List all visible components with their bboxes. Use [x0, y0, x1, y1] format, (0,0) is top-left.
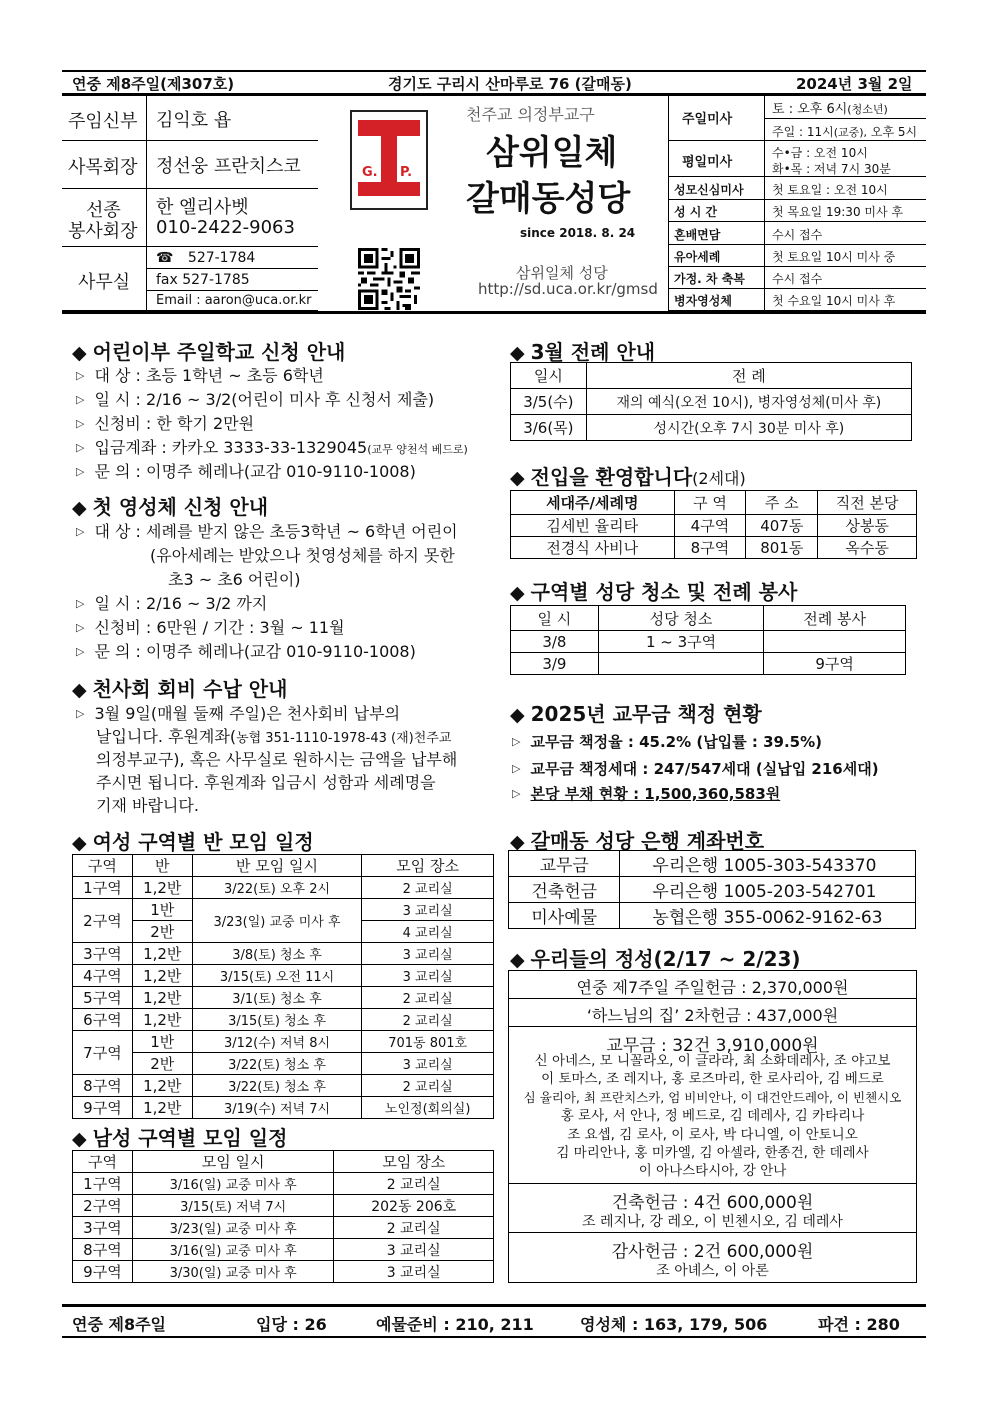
table-header: 반: [132, 855, 192, 877]
site-name: 삼위일체 성당: [516, 264, 608, 282]
footer-communion: 영성체 : 163, 179, 506: [580, 1315, 768, 1334]
thanks-offering: 감사헌금 : 2건 600,000원: [611, 1242, 814, 1262]
cleaning-table: [510, 605, 906, 675]
church-name-2: 갈매동성당: [466, 179, 631, 219]
logo-letters-g: G.: [362, 165, 378, 180]
table-row: 3/6(목) 성시간(오후 7시 30분 미사 후): [511, 415, 912, 441]
bullet-icon: ▷: [76, 393, 85, 406]
issue-label: 연중 제8주일(제307호): [72, 75, 235, 93]
sunday-school-contact: 문 의 : 이명주 헤레나(교감 010-9110-1008): [94, 462, 416, 481]
office-fax: fax 527-1785: [156, 272, 250, 288]
home-blessing-label: 가정. 차 축복: [674, 272, 745, 286]
first-communion-target-3: 초3 ~ 초6 어린이): [168, 570, 301, 589]
angel-line-2b: 농협 351-1110-1978-43 (재)천주교: [236, 731, 452, 746]
table-row: 3구역 1,2반 3/8(토) 청소 후 3 교리실: [73, 943, 494, 965]
offerings-title: ◆ 우리들의 정성(2/17 ~ 2/23): [510, 947, 801, 971]
infant-baptism: 첫 토요일 10시 미사 중: [772, 250, 896, 264]
table-header: 모임 장소: [362, 855, 494, 877]
table-header: 전례 봉사: [764, 606, 906, 631]
table-row: 1구역 1,2반 3/22(토) 오후 2시 2 교리실: [73, 877, 494, 899]
table-row: 4구역 1,2반 3/15(토) 오전 11시 3 교리실: [73, 965, 494, 987]
weekday-mass-label: 평일미사: [682, 155, 733, 170]
table-header: 모임 일시: [132, 1151, 334, 1173]
weekday-mass-tt: 화•목 : 저녁 7시 30분: [772, 162, 891, 176]
table-header: 직전 본당: [818, 491, 917, 515]
dues-names: 이 아나스타시아, 강 안나: [638, 1163, 787, 1180]
table-row: 미사예물 농협은행 355-0062-9162-63: [509, 903, 916, 929]
building-offering: 건축헌금 : 4건 600,000원: [611, 1193, 814, 1213]
table-header: 구역: [73, 1151, 133, 1173]
bullet-icon: ▷: [76, 645, 85, 658]
home-blessing: 수시 접수: [772, 272, 823, 286]
bullet-icon: ▷: [76, 707, 85, 720]
table-header: 주 소: [746, 491, 818, 515]
bank-title: ◆ 갈매동 성당 은행 계좌번호: [510, 829, 765, 853]
sunday-school-target: 대 상 : 초등 1학년 ~ 초등 6학년: [94, 366, 324, 385]
sunday-school-title: ◆ 어린이부 주일학교 신청 안내: [72, 340, 346, 364]
thanks-names: 조 아녜스, 이 아론: [656, 1263, 769, 1279]
address: 경기도 구리시 산마루로 76 (갈매동): [388, 75, 632, 93]
office-label: 사무실: [78, 272, 131, 293]
men-title: ◆ 남성 구역별 모임 일정: [72, 1126, 288, 1150]
bullet-icon: ▷: [76, 525, 85, 538]
office-email: Email : aaron@uca.or.kr: [156, 293, 312, 308]
website-link[interactable]: http://sd.uca.or.kr/gmsd: [478, 280, 658, 298]
since: since 2018. 8. 24: [520, 226, 636, 240]
table-row: 건축헌금 우리은행 1005-203-542701: [509, 877, 916, 903]
diamond-icon: ◆: [72, 679, 87, 701]
footer-dismissal: 파견 : 280: [818, 1315, 900, 1334]
welcome-table: [510, 490, 917, 559]
marian-mass: 첫 토요일 : 오전 10시: [772, 183, 888, 197]
marian-mass-label: 성모신심미사: [674, 183, 744, 197]
table-row: 3구역 3/23(일) 교중 미사 후 2 교리실: [73, 1217, 494, 1239]
holy-hour-label: 성 시 간: [674, 205, 718, 219]
table-row: 3/9 9구역: [511, 653, 906, 675]
sick-communion: 첫 수요일 10시 미사 후: [772, 294, 896, 308]
women-title: ◆ 여성 구역별 반 모임 일정: [72, 830, 314, 854]
table-header: 반 모임 일시: [192, 855, 362, 877]
sunday-school-account: 입금계좌 : 카카오 3333-33-1329045: [94, 438, 368, 457]
dues-names: 심 율리아, 최 프란치스카, 엄 비비안나, 이 대건안드레아, 이 빈첸시오: [523, 1089, 902, 1105]
bullet-icon: ▷: [512, 762, 521, 775]
bullet-icon: ▷: [76, 621, 85, 634]
saturday-mass-note: (청소년): [847, 103, 888, 116]
liturgy-title: ◆ 3월 전례 안내: [510, 340, 656, 364]
diamond-icon: ◆: [510, 342, 525, 364]
logo-letters-p: P.: [400, 165, 413, 180]
holy-hour: 첫 목요일 19:30 미사 후: [772, 205, 903, 219]
infant-baptism-label: 유아세례: [674, 250, 721, 264]
welcome-title: ◆ 전입을 환영합니다(2세대): [510, 465, 746, 489]
sunday-mass-note: (교중),: [833, 126, 868, 139]
table-row: 3/5(수) 재의 예식(오전 10시), 병자영성체(미사 후): [511, 389, 912, 415]
staff-block: [62, 96, 318, 311]
table-header: 구역: [73, 855, 133, 877]
diamond-icon: ◆: [510, 582, 525, 604]
table-header: 모임 장소: [334, 1151, 494, 1173]
table-row: 9구역 1,2반 3/19(수) 저녁 7시 노인정(회의실): [73, 1097, 494, 1119]
bullet-icon: ▷: [76, 465, 85, 478]
church-name-1: 삼위일체: [486, 133, 618, 173]
angel-title: ◆ 천사회 회비 수납 안내: [72, 677, 288, 701]
bank-table: [508, 850, 916, 929]
council-label: 사목회장: [68, 157, 138, 178]
dues-rate: 교무금 책정율 : 45.2% (납입률 : 39.5%): [530, 733, 822, 751]
angel-line-5: 기재 바랍니다.: [96, 796, 199, 815]
bullet-icon: ▷: [512, 735, 521, 748]
issue-date: 2024년 3월 2일: [796, 75, 913, 93]
office-phone: 527-1784: [187, 250, 256, 266]
cleaning-title: ◆ 구역별 성당 청소 및 전례 봉사: [510, 580, 798, 604]
first-communion-contact: 문 의 : 이명주 헤레나(교감 010-9110-1008): [94, 642, 416, 661]
sunday-mass-label: 주일미사: [682, 112, 733, 127]
dues-names: 신 아네스, 모 니꼴라오, 이 글라라, 최 소화데레사, 조 야고보: [534, 1053, 891, 1069]
first-communion-title: ◆ 첫 영성체 신청 안내: [72, 495, 269, 519]
first-communion-target-2: (유아세례는 받았으나 첫영성체를 하지 못한: [150, 546, 455, 565]
table-row: 2반 3/22(토) 청소 후 3 교리실: [73, 1053, 494, 1075]
sunday-mass: 주일 : 11시: [772, 125, 834, 139]
diamond-icon: ◆: [510, 949, 525, 971]
table-row: 9구역 3/30(일) 교중 미사 후 3 교리실: [73, 1261, 494, 1283]
bullet-icon: ▷: [76, 369, 85, 382]
table-row: 5구역 1,2반 3/1(토) 청소 후 2 교리실: [73, 987, 494, 1009]
table-row: 2구역 1반 3/23(일) 교중 미사 후 3 교리실: [73, 899, 494, 921]
angel-line-1: 3월 9일(매월 둘째 주일)은 천사회비 납부의: [94, 704, 401, 723]
women-table: [72, 854, 494, 1119]
footer-week: 연중 제8주일: [72, 1315, 166, 1334]
dues-names: 홍 로사, 서 안나, 정 베드로, 김 데레사, 김 카타리나: [560, 1108, 865, 1125]
first-communion-fee: 신청비 : 6만원 / 기간 : 3월 ~ 11월: [94, 618, 345, 637]
diamond-icon: ◆: [510, 467, 525, 489]
table-row: 2구역 3/15(토) 저녁 7시 202동 206호: [73, 1195, 494, 1217]
offerings-box: [508, 970, 917, 1283]
marriage-label: 혼배면담: [674, 228, 721, 242]
footer-gifts: 예물준비 : 210, 211: [376, 1315, 534, 1334]
bullet-icon: ▷: [76, 441, 85, 454]
service-label-1: 선종: [86, 200, 121, 221]
table-row: 6구역 1,2반 3/15(토) 청소 후 2 교리실: [73, 1009, 494, 1031]
diamond-icon: ◆: [72, 497, 87, 519]
table-row: 7구역 1반 3/12(수) 저녁 8시 701동 801호: [73, 1031, 494, 1053]
bullet-icon: ▷: [76, 417, 85, 430]
table-header: 구 역: [674, 491, 746, 515]
table-header: 성당 청소: [598, 606, 764, 631]
table-header: 전 례: [586, 363, 911, 389]
table-row: 8구역 3/16(일) 교중 미사 후 3 교리실: [73, 1239, 494, 1261]
table-header: 세대주/세례명: [511, 491, 675, 515]
pastor-label: 주임신부: [68, 111, 138, 132]
table-row: 3/8 1 ~ 3구역: [511, 631, 906, 653]
first-communion-date: 일 시 : 2/16 ~ 3/2 까지: [94, 594, 268, 613]
diamond-icon: ◆: [510, 831, 525, 853]
qr-code[interactable]: [358, 248, 420, 310]
diamond-icon: ◆: [72, 342, 87, 364]
angel-line-3: 의정부교구), 혹은 사무실로 원하시는 금액을 납부해: [96, 750, 458, 769]
diamond-icon: ◆: [72, 832, 87, 854]
saturday-mass: 토 : 오후 6시: [772, 102, 848, 117]
sunday-school-date: 일 시 : 2/16 ~ 3/2(어린이 미사 후 신청서 제출): [94, 390, 435, 409]
diamond-icon: ◆: [510, 704, 525, 726]
first-communion-target: 대 상 : 세례를 받지 않은 초등3학년 ~ 6학년 어린이: [94, 522, 458, 541]
church-debt: 본당 부채 현황 : 1,500,360,583원: [530, 785, 781, 803]
service-label-2: 봉사회장: [68, 221, 138, 242]
bullet-icon: ▷: [512, 787, 521, 800]
phone-icon: ☎: [156, 250, 174, 266]
council-name: 정선웅 프란치스코: [156, 156, 301, 177]
dues-names: 이 토마스, 조 레지나, 홍 로즈마리, 한 로사리아, 김 베드로: [541, 1071, 884, 1088]
footer-entry: 입당 : 26: [256, 1315, 327, 1334]
table-header: 일시: [511, 363, 587, 389]
house-offering: ‘하느님의 집’ 2차헌금 : 437,000원: [586, 1006, 839, 1025]
angel-line-4: 주시면 됩니다. 후원계좌 입금시 성함과 세례명을: [96, 773, 436, 792]
table-row: 전경식 사비나 8구역 801동 옥수동: [511, 537, 917, 559]
sick-communion-label: 병자영성체: [674, 294, 732, 308]
sunday-school-fee: 신청비 : 한 학기 2만원: [94, 414, 255, 433]
dues-households: 교무금 책정세대 : 247/547세대 (실납입 216세대): [530, 760, 879, 778]
table-row: 8구역 1,2반 3/22(토) 청소 후 2 교리실: [73, 1075, 494, 1097]
weekday-mass-wf: 수•금 : 오전 10시: [772, 146, 868, 160]
marriage: 수시 접수: [772, 228, 823, 242]
dues-title: ◆ 2025년 교무금 책정 현황: [510, 702, 762, 726]
service-name: 한 엘리사벳: [156, 197, 249, 218]
sunday-offering: 연중 제7주일 주일헌금 : 2,370,000원: [576, 978, 849, 997]
building-names: 조 레지나, 강 레오, 이 빈첸시오, 김 데레사: [582, 1214, 843, 1230]
sunday-school-account-note: (교무 양천석 베드로): [367, 443, 468, 456]
table-row: 교무금 우리은행 1005-303-543370: [509, 851, 916, 877]
church-logo: [350, 110, 428, 210]
dues-names: 김 마리안나, 홍 미카엘, 김 아셀라, 한종건, 한 데레사: [556, 1145, 869, 1162]
angel-line-2a: 날입니다. 후원계좌(: [96, 727, 237, 746]
pastor-name: 김익호 욥: [156, 110, 232, 131]
liturgy-table: [510, 362, 912, 441]
table-header: 일 시: [511, 606, 599, 631]
men-table: [72, 1150, 494, 1283]
bullet-icon: ▷: [76, 597, 85, 610]
table-row: 2반 4 교리실: [73, 921, 494, 943]
welcome-suffix: (2세대): [692, 469, 746, 488]
diamond-icon: ◆: [72, 1128, 87, 1150]
sunday-mass-2: 오후 5시: [870, 125, 918, 139]
mass-schedule: [668, 96, 926, 311]
diocese: 천주교 의정부교구: [466, 105, 595, 124]
table-row: 김세빈 율리타 4구역 407동 상봉동: [511, 515, 917, 537]
table-row: 1구역 3/16(일) 교중 미사 후 2 교리실: [73, 1173, 494, 1195]
dues-names: 조 요셉, 김 로사, 이 로사, 박 다니엘, 이 안토니오: [567, 1126, 858, 1143]
service-phone: 010-2422-9063: [156, 217, 295, 238]
dues-offering: 교무금 : 32건 3,910,000원: [606, 1036, 819, 1056]
